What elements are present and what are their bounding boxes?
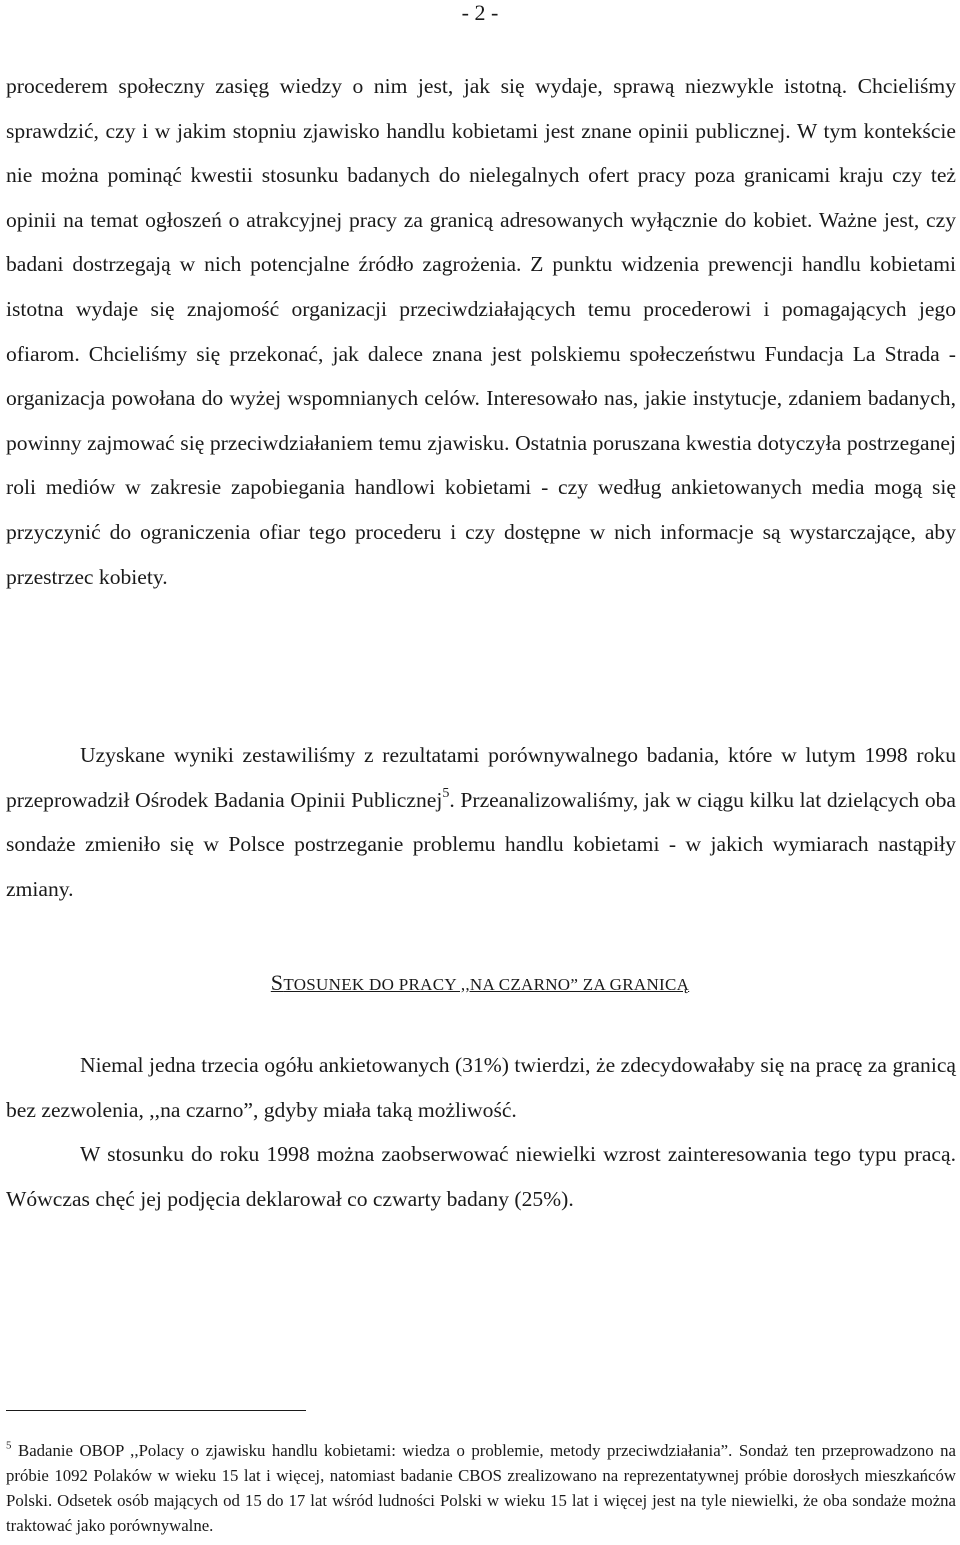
body-paragraph-2 bbox=[6, 733, 956, 911]
heading-text: TOSUNEK DO PRACY ,,NA CZARNO” ZA GRANICĄ bbox=[283, 975, 690, 994]
page-number: - 2 - bbox=[461, 0, 499, 25]
body-paragraph-4: W stosunku do roku 1998 można zaobserwować niewielki wzrost zainteresowania tego typu pracą. Wówczas chęć jej podjęcia deklarował co czwarty badany (25%). bbox=[6, 1142, 956, 1211]
body-paragraph-3: Niemal jedna trzecia ogółu ankietowanych (31%) twierdzi, że zdecydowałaby się na pracę za granicą bez zezwolenia, ,,na czarno”, gdyby miała taką możliwość. bbox=[6, 1053, 956, 1122]
paragraph-text: . Przeanalizowaliśmy, jak w ciągu kilku lat dzielących oba sondaże zmieniło się w Polsce postrzeganie problemu handlu kobietami - w jakich wymiarach nastąpiły zmiany. bbox=[6, 787, 956, 901]
footnote-separator bbox=[6, 1410, 306, 1411]
section-heading bbox=[0, 968, 960, 1000]
footnote-text: Badanie OBOP ,,Polacy o zjawisku handlu kobietami: wiedza o problemie, metody przeciwdziałania”. Sondaż ten przeprowadzono na próbie 1092 Polaków w wieku 15 lat i więcej, natomiast badanie CBOS zrealizowano na reprezentatywnej próbie dorosłych mieszkańców Polski. Odsetek osób mających od 15 do 17 lat wśród ludności Polski w wieku 15 lat i więcej jest na tyle niewielki, że oba sondaże można traktować jako porównywalne. bbox=[6, 1441, 957, 1535]
footnote-number: 5 bbox=[6, 1439, 12, 1452]
footnote bbox=[6, 1438, 956, 1538]
body-paragraph-1: procederem społeczny zasięg wiedzy o nim jest, jak się wydaje, sprawą niezwykle istotną. Chcieliśmy sprawdzić, czy i w jakim stopniu zjawisko handlu kobietami jest znane opinii publicznej. W tym kontekście nie można pominąć kwestii stosunku badanych do nielegalnych ofert pracy poza granicami kraju czy też opinii na temat ogłoszeń o atrakcyjnej pracy za granicą adresowanych wyłącznie do kobiet. Ważne jest, czy badani dostrzegają w nich potencjalne źródło zagrożenia. Z punktu widzenia prewencji handlu kobietami istotna wydaje się znajomość organizacji przeciwdziałających temu procederowi i pomagających jego ofiarom. Chcieliśmy się przekonać, jak dalece znana jest polskiemu społeczeństwu Fundacja La Strada - organizacja powołana do wyżej wspomnianych celów. Interesowało nas, jakie instytucje, zdaniem badanych, powinny zajmować się przeciwdziałaniem temu zjawisku. Ostatnia poruszana kwestia dotyczyła postrzeganej roli mediów w zakresie zapobiegania handlowi kobietami - czy według ankietowanych media mogą się przyczynić do ograniczenia ofiar tego procederu i czy dostępne w nich informacje są wystarczające, aby przestrzec kobiety. bbox=[6, 74, 956, 589]
paragraph-text: Uzyskane wyniki zestawiliśmy z rezultatami porównywalnego badania, które w lutym 1998 roku przeprowadził Ośrodek Badania Opinii Publicznej bbox=[6, 743, 956, 812]
footnote-reference[interactable]: 5 bbox=[442, 784, 450, 801]
heading-initial: S bbox=[270, 970, 284, 995]
